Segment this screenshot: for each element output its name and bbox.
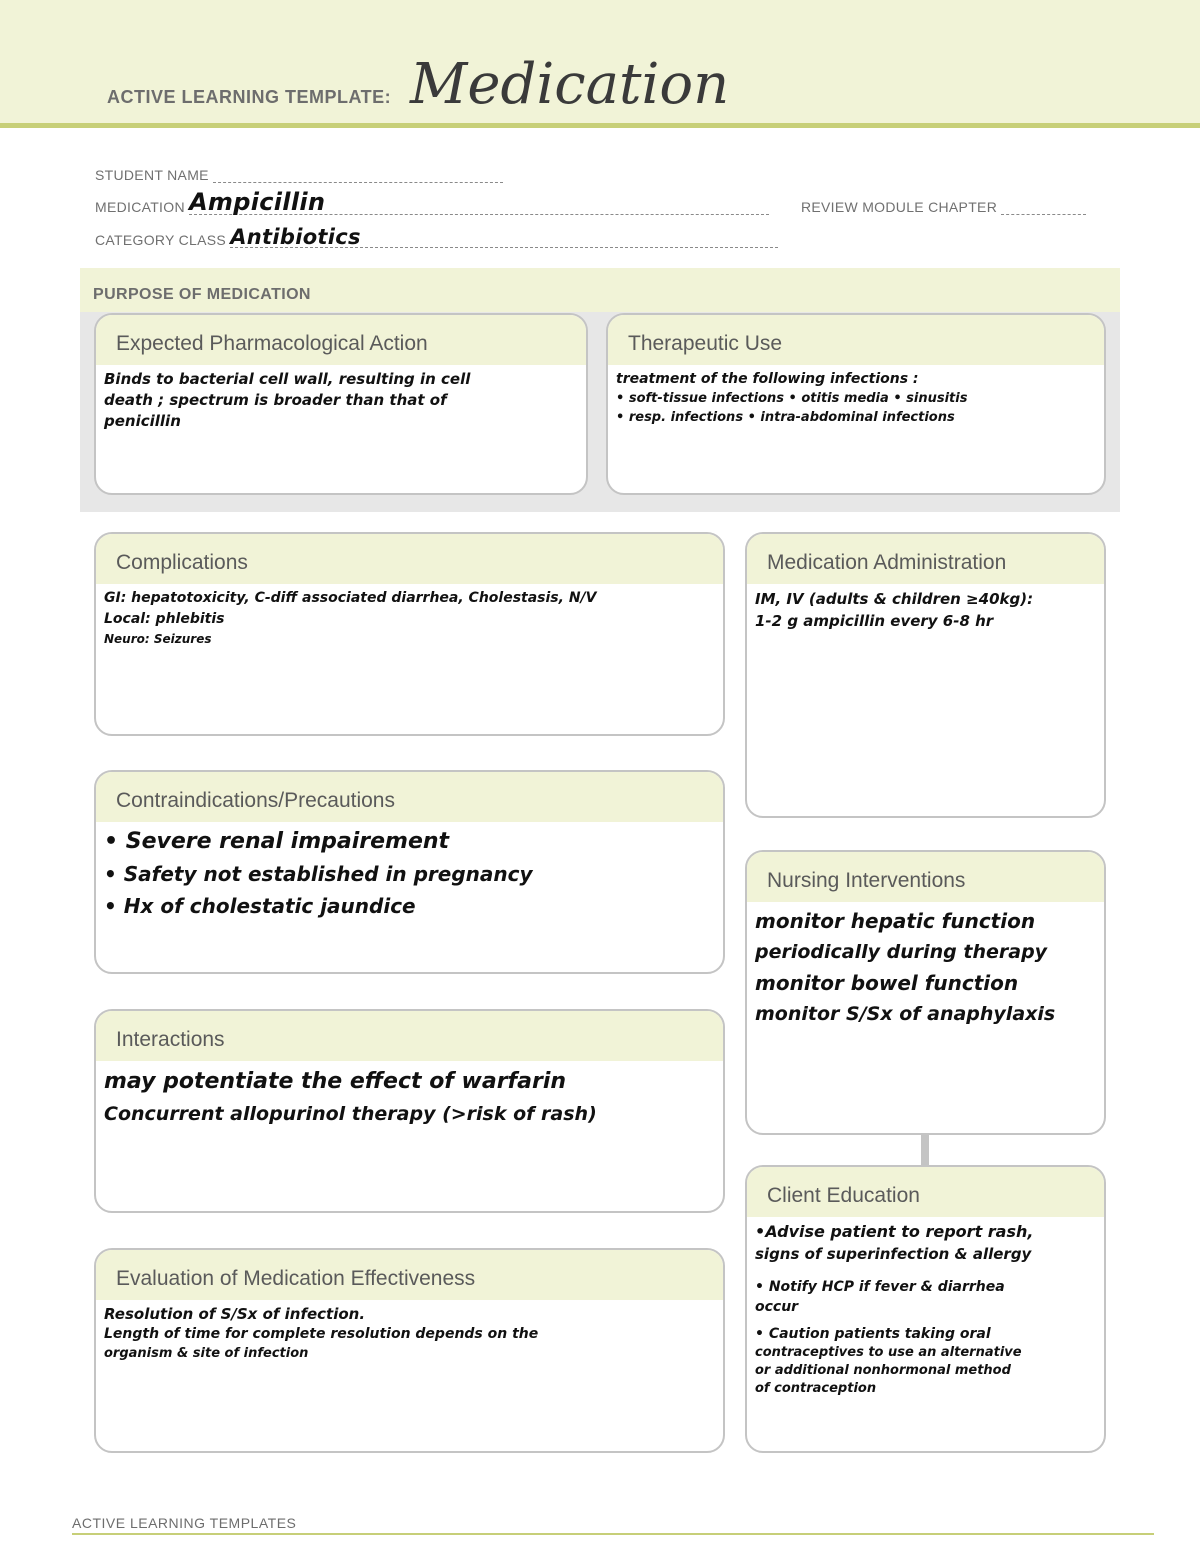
expected-action-card[interactable] <box>94 313 588 495</box>
nursing-interventions-card[interactable] <box>745 850 1106 1135</box>
administration-title: Medication Administration <box>767 551 1007 574</box>
footer-label: ACTIVE LEARNING TEMPLATES <box>72 1515 297 1531</box>
handwritten-line: • resp. infections • intra-abdominal infections <box>616 410 955 425</box>
handwritten-line: monitor bowel function <box>755 971 1019 995</box>
medication-value: Ampicillin <box>189 188 326 216</box>
student-name-row <box>95 166 503 183</box>
handwritten-line: monitor S/Sx of anaphylaxis <box>755 1003 1056 1025</box>
evaluation-body <box>96 1300 723 1364</box>
review-module-field[interactable] <box>1001 198 1086 215</box>
complications-body <box>96 584 723 649</box>
handwritten-line: • Caution patients taking oral <box>755 1326 991 1342</box>
therapeutic-use-title: Therapeutic Use <box>628 332 783 355</box>
handwritten-line: may potentiate the effect of warfarin <box>104 1069 567 1094</box>
client-education-body <box>747 1217 1104 1398</box>
therapeutic-use-body <box>608 365 1104 427</box>
handwritten-line: • Hx of cholestatic jaundice <box>104 894 416 918</box>
handwritten-line: Concurrent allopurinol therapy (>risk of rash) <box>104 1103 597 1125</box>
review-module-label: REVIEW MODULE CHAPTER <box>801 199 998 215</box>
handwritten-line: periodically during therapy <box>755 941 1048 963</box>
handwritten-line: Binds to bacterial cell wall, resulting in cell <box>104 370 471 388</box>
header-rule <box>0 123 1200 128</box>
handwritten-line: of contraception <box>755 1381 877 1396</box>
interactions-card[interactable] <box>94 1009 725 1213</box>
handwritten-line: or additional nonhormonal method <box>755 1363 1011 1378</box>
contraindications-card[interactable] <box>94 770 725 974</box>
handwritten-line: treatment of the following infections : <box>616 371 919 387</box>
handwritten-line: • Severe renal impairement <box>104 829 450 854</box>
card-header <box>96 315 586 365</box>
handwritten-line: • Safety not established in pregnancy <box>104 862 533 886</box>
student-name-field[interactable] <box>213 166 503 183</box>
contraindications-title: Contraindications/Precautions <box>116 789 395 812</box>
client-education-card[interactable] <box>745 1165 1106 1453</box>
handwritten-line: •Advise patient to report rash, <box>755 1222 1034 1241</box>
handwritten-line: • Notify HCP if fever & diarrhea <box>755 1279 1005 1295</box>
card-header <box>608 315 1104 365</box>
nursing-interventions-body <box>747 902 1104 1030</box>
medication-label: MEDICATION <box>95 199 185 215</box>
evaluation-title: Evaluation of Medication Effectiveness <box>116 1267 476 1290</box>
card-header <box>747 852 1104 902</box>
category-class-label: CATEGORY CLASS <box>95 232 227 248</box>
expected-action-body <box>96 365 586 432</box>
handwritten-line: penicillin <box>104 412 181 430</box>
category-class-field[interactable] <box>230 225 778 249</box>
handwritten-line: GI: hepatotoxicity, C-diff associated diarrhea, Cholestasis, N/V <box>104 590 597 606</box>
purpose-label: PURPOSE OF MEDICATION <box>93 286 311 303</box>
handwritten-line: • soft-tissue infections • otitis media • sinusitis <box>616 391 968 406</box>
footer-rule <box>72 1533 1154 1535</box>
client-education-title: Client Education <box>767 1184 920 1207</box>
card-header <box>747 534 1104 584</box>
evaluation-card[interactable] <box>94 1248 725 1453</box>
card-header <box>96 772 723 822</box>
handwritten-line: monitor hepatic function <box>755 909 1036 933</box>
card-header <box>96 534 723 584</box>
administration-body <box>747 584 1104 632</box>
handwritten-line: Length of time for complete resolution depends on the <box>104 1326 539 1342</box>
handwritten-line: Neuro: Seizures <box>104 632 212 646</box>
administration-card[interactable] <box>745 532 1106 818</box>
handwritten-line: occur <box>755 1299 799 1315</box>
page-title: Medication <box>410 52 730 117</box>
card-header <box>96 1250 723 1300</box>
review-module-row <box>801 198 1086 215</box>
card-header <box>747 1167 1104 1217</box>
complications-title: Complications <box>116 551 248 574</box>
contraindications-body <box>96 822 723 922</box>
template-label: ACTIVE LEARNING TEMPLATE: <box>107 87 392 107</box>
expected-action-title: Expected Pharmacological Action <box>116 332 428 355</box>
complications-card[interactable] <box>94 532 725 736</box>
handwritten-line: IM, IV (adults & children ≥40kg): <box>755 590 1034 608</box>
handwritten-line: Local: phlebitis <box>104 611 225 627</box>
interactions-title: Interactions <box>116 1028 225 1051</box>
therapeutic-use-card[interactable] <box>606 313 1106 495</box>
card-connector <box>921 1135 929 1165</box>
handwritten-line: signs of superinfection & allergy <box>755 1245 1032 1263</box>
handwritten-line: Resolution of S/Sx of infection. <box>104 1305 366 1323</box>
category-class-row <box>95 225 778 249</box>
handwritten-line: contraceptives to use an alternative <box>755 1345 1022 1360</box>
medication-field[interactable] <box>189 188 769 216</box>
medication-row <box>95 188 769 216</box>
handwritten-line: death ; spectrum is broader than that of <box>104 391 447 409</box>
nursing-interventions-title: Nursing Interventions <box>767 869 966 892</box>
handwritten-line: 1-2 g ampicillin every 6-8 hr <box>755 612 994 630</box>
interactions-body <box>96 1061 723 1129</box>
category-class-value: Antibiotics <box>230 225 361 249</box>
handwritten-line: organism & site of infection <box>104 1346 309 1361</box>
card-header <box>96 1011 723 1061</box>
student-name-label: STUDENT NAME <box>95 167 209 183</box>
